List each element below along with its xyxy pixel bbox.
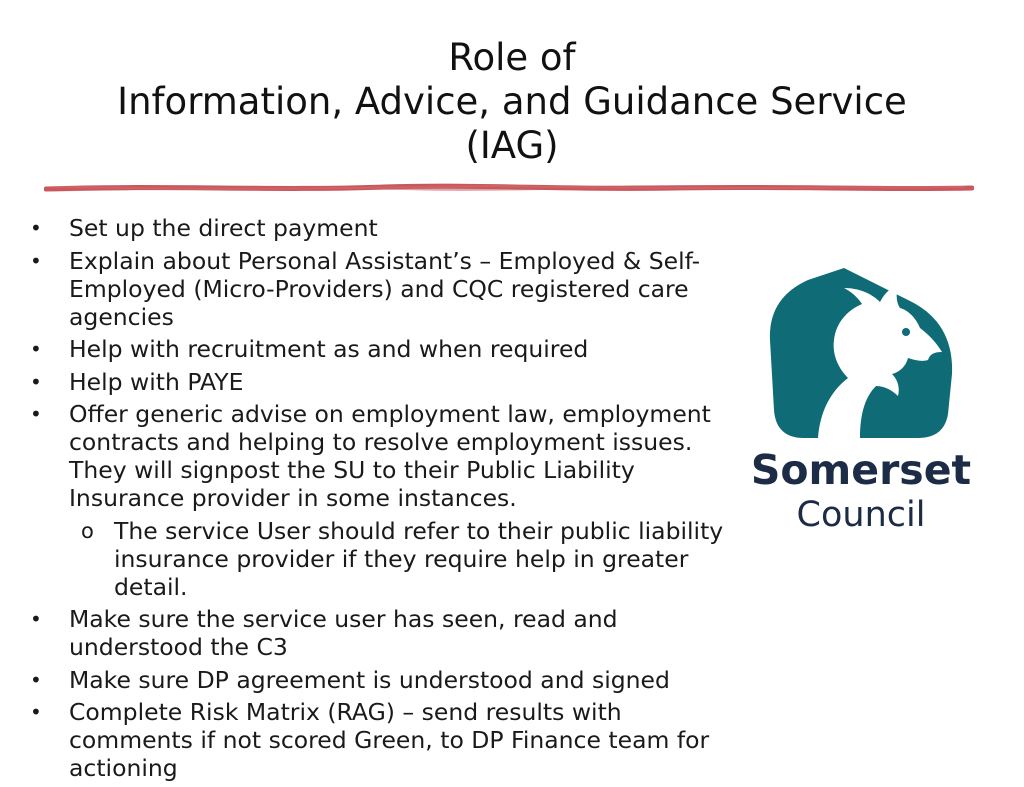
bullet-marker: • <box>30 667 42 692</box>
sub-bullet-marker: o <box>81 518 94 543</box>
bullet-text: Help with PAYE <box>69 367 244 396</box>
logo-council-text: Council <box>796 495 926 535</box>
bullet-item <box>30 214 742 242</box>
bullet-marker: • <box>30 248 42 273</box>
somerset-council-logo <box>748 262 978 537</box>
title-line-2: Information, Advice, and Guidance Service <box>117 80 907 123</box>
bullet-marker: • <box>30 337 42 361</box>
bullet-item <box>30 698 742 782</box>
bullet-text: Set up the direct payment <box>69 214 378 242</box>
bullet-marker: • <box>30 700 42 724</box>
title-divider-brush-stroke <box>44 178 974 198</box>
bullet-list <box>30 214 742 787</box>
bullet-text: Make sure the service user has seen, read and understood the C3 <box>69 605 618 661</box>
bullet-item <box>30 247 742 331</box>
bullet-marker: • <box>30 369 42 394</box>
slide-title <box>0 36 1024 168</box>
bullet-text: Complete Risk Matrix (RAG) – send results with comments if not scored Green, to DP Finance team for actioning <box>69 698 710 782</box>
bullet-item <box>30 605 742 661</box>
bullet-text: Make sure DP agreement is understood and signed <box>69 665 670 694</box>
bullet-item <box>30 666 742 694</box>
bullet-item <box>30 400 742 512</box>
bullet-marker: • <box>30 607 42 631</box>
bullet-text: Help with recruitment as and when required <box>69 335 589 363</box>
logo-somerset-text: Somerset <box>750 446 972 494</box>
bullet-item <box>30 368 742 396</box>
bullet-text: Explain about Personal Assistant’s – Employed & Self-Employed (Micro-Providers) and CQC registered care agencies <box>69 246 701 331</box>
bullet-item <box>30 335 742 363</box>
bullet-text: Offer generic advise on employment law, employment contracts and helping to resolve employment issues. They will signpost the SU to their Public Liability Insurance provider in some instances. <box>69 400 711 512</box>
title-line-1: Role of <box>448 36 576 79</box>
title-line-3: (IAG) <box>465 124 559 167</box>
bullet-marker: • <box>30 216 42 240</box>
bullet-marker: • <box>30 402 42 426</box>
sub-bullet-text: The service User should refer to their public liability insurance provider if they require help in greater detail. <box>114 516 724 601</box>
sub-bullet-item <box>30 517 742 601</box>
